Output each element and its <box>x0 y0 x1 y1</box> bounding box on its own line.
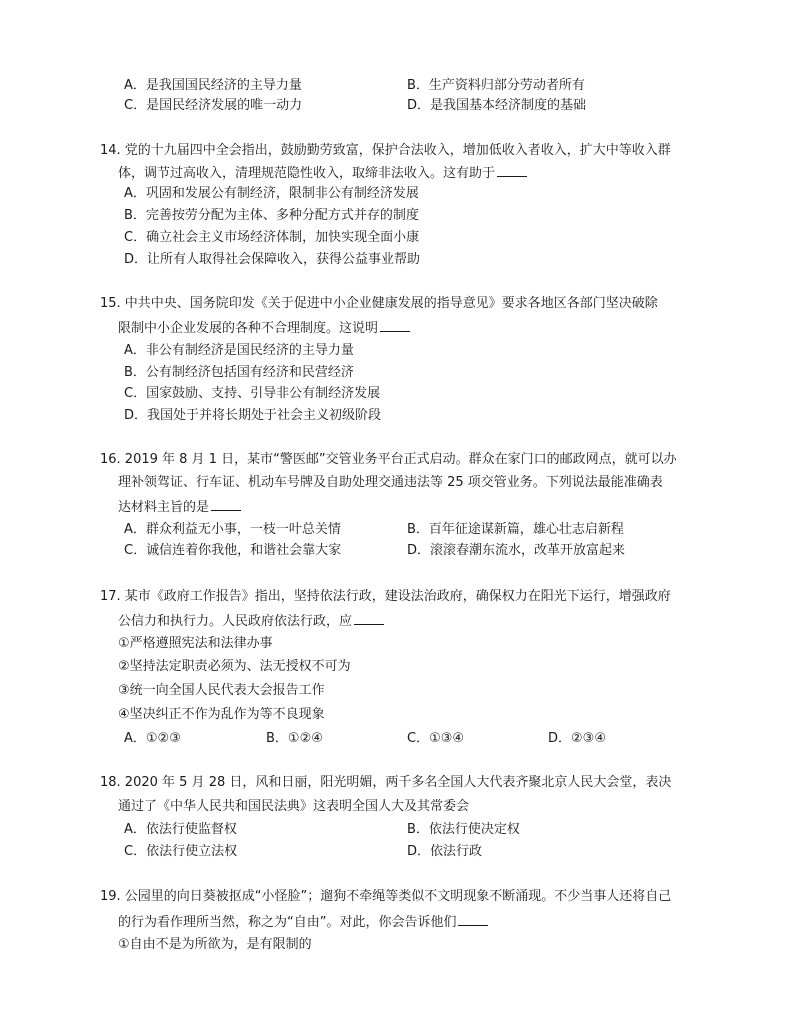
q18-option-b: B．依法行使决定权 <box>407 822 520 837</box>
q15-option-b: B．公有制经济包括国有经济和民营经济 <box>124 365 354 380</box>
answer-blank <box>458 913 488 926</box>
q19-stem-text: 的行为看作理所当然，称之为“自由”。对此，你会告诉他们 <box>118 915 457 930</box>
q17-option-b: B．①②④ <box>266 731 323 746</box>
q16-stem-line-1: 16. 2019 年 8 月 1 日，某市“警医邮”交管业务平台正式启动。群众在家门口的邮政网点，就可以办 <box>100 452 677 467</box>
q15-stem-line-1: 15. 中共中央、国务院印发《关于促进中小企业健康发展的指导意见》要求各地区各部门坚决破除 <box>100 296 658 311</box>
q17-option-d: D．②③④ <box>548 731 606 746</box>
q16-option-d: D．滚滚春潮东流水，改革开放富起来 <box>407 543 626 558</box>
q13-option-c: C．是国民经济发展的唯一动力 <box>124 98 303 113</box>
q18-stem-line-1: 18. 2020 年 5 月 28 日，风和日丽，阳光明媚，两千多名全国人大代表齐聚北京人民大会堂，表决 <box>100 775 672 790</box>
q14-option-d: D．让所有人取得社会保障收入，获得公益事业帮助 <box>124 252 421 267</box>
answer-blank <box>211 498 241 511</box>
q17-item-2: ②坚持法定职责必须为、法无授权不可为 <box>118 659 351 674</box>
q14-stem-text: 体，调节过高收入，清理规范隐性收入，取缔非法收入。这有助于 <box>118 166 496 181</box>
q18-stem-line-2: 通过了《中华人民共和国民法典》这表明全国人大及其常委会 <box>118 799 470 814</box>
q19-stem-line-1: 19. 公园里的向日葵被抠成“小怪脸”；遛狗不牵绳等类似不文明现象不断涌现。不少当事人还将自己 <box>100 889 672 904</box>
q17-item-3: ③统一向全国人民代表大会报告工作 <box>118 683 325 698</box>
q17-stem-text: 公信力和执行力。人民政府依法行政，应 <box>118 614 353 629</box>
q14-option-c: C．确立社会主义市场经济体制，加快实现全面小康 <box>124 230 420 245</box>
q17-stem-line-2 <box>118 612 384 628</box>
q15-option-c: C．国家鼓励、支持、引导非公有制经济发展 <box>124 386 381 401</box>
q16-option-a: A．群众利益无小事，一枝一叶总关情 <box>124 522 341 537</box>
q15-stem-text: 限制中小企业发展的各种不合理制度。这说明 <box>118 321 379 336</box>
q16-option-c: C．诚信连着你我他，和谐社会靠大家 <box>124 543 342 558</box>
q17-stem-line-1: 17. 某市《政府工作报告》指出，坚持依法行政，建设法治政府，确保权力在阳光下运行，增强政府 <box>100 589 671 604</box>
q13-option-a: A．是我国国民经济的主导力量 <box>124 78 302 93</box>
q15-option-a: A．非公有制经济是国民经济的主导力量 <box>124 343 354 358</box>
q19-item-1: ①自由不是为所欲为，是有限制的 <box>118 937 312 952</box>
q16-stem-line-3 <box>118 498 241 514</box>
q18-option-a: A．依法行使监督权 <box>124 822 237 837</box>
q16-option-b: B．百年征途谋新篇，雄心壮志启新程 <box>407 522 624 537</box>
answer-blank <box>354 612 384 625</box>
q17-item-1: ①严格遵照宪法和法律办事 <box>118 636 273 651</box>
q14-option-b: B．完善按劳分配为主体、多种分配方式并存的制度 <box>124 208 419 223</box>
q19-stem-line-2 <box>118 913 488 929</box>
q14-option-a: A．巩固和发展公有制经济，限制非公有制经济发展 <box>124 186 419 201</box>
q16-stem-text: 达材料主旨的是 <box>118 500 210 515</box>
q13-option-d: D．是我国基本经济制度的基础 <box>407 98 587 113</box>
answer-blank <box>497 164 527 177</box>
q17-option-a: A．①②③ <box>124 731 181 746</box>
q18-option-d: D．依法行政 <box>407 844 483 859</box>
q16-stem-line-2: 理补领驾证、行车证、机动车号牌及自助处理交通违法等 25 项交管业务。下列说法最能准确表 <box>118 475 663 490</box>
q17-item-4: ④坚决纠正不作为乱作为等不良现象 <box>118 707 325 722</box>
q15-option-d: D．我国处于并将长期处于社会主义初级阶段 <box>124 408 382 423</box>
q14-stem-line-1: 14. 党的十九届四中全会指出，鼓励勤劳致富，保护合法收入，增加低收入者收入，扩大中等收入群 <box>100 143 671 158</box>
answer-blank <box>380 319 410 332</box>
q13-option-b: B．生产资料归部分劳动者所有 <box>407 78 585 93</box>
q17-option-c: C．①③④ <box>407 731 465 746</box>
q15-stem-line-2 <box>118 319 410 335</box>
q18-option-c: C．依法行使立法权 <box>124 844 238 859</box>
q14-stem-line-2 <box>118 164 527 180</box>
